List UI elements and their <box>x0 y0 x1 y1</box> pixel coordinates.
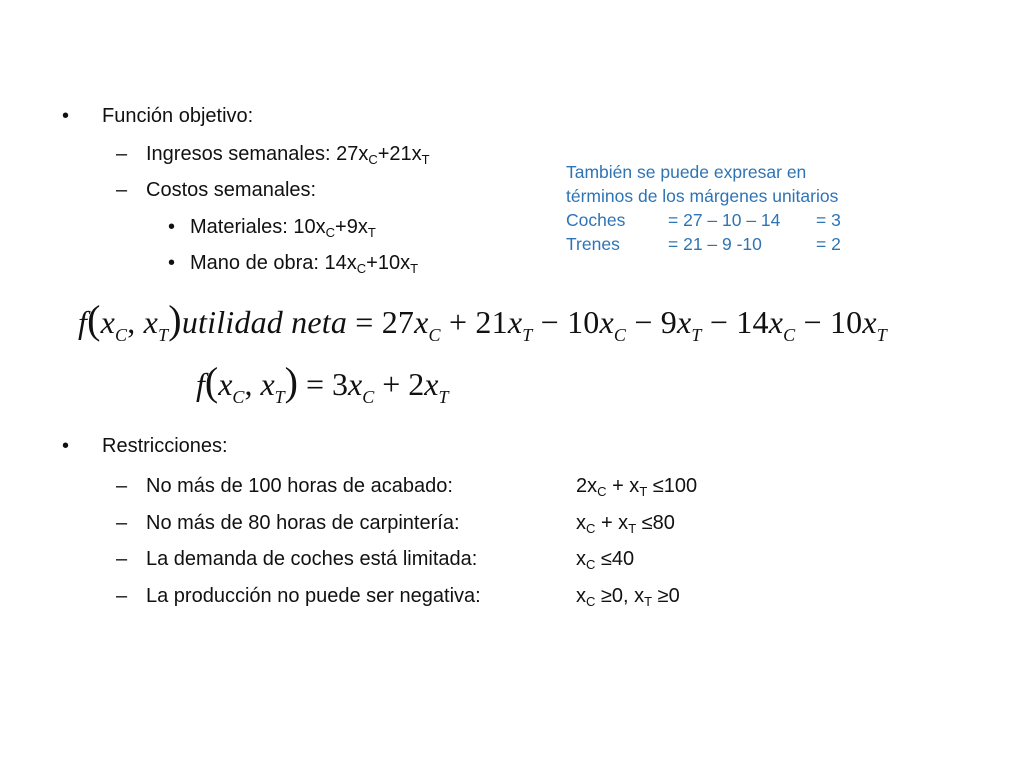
bullet-dot: • <box>168 216 176 238</box>
note-row-calc: = 27 – 10 – 14 <box>668 210 781 230</box>
materials-line: Materiales: $10x_C+9x_T$ <box>190 216 376 240</box>
note-row-result: = 2 <box>816 234 841 254</box>
restriction-constraint: $x_C + x_T \le 80$ <box>576 512 675 536</box>
profit-formula-simplified: $f(x_C$, $x_T) = 3x_C + 2x_T$ <box>196 359 449 407</box>
income-line: Ingresos semanales: $27x_C+21x_T$ <box>146 143 430 167</box>
restriction-constraint: $x_C \ge 0$, $x_T \ge 0$ <box>576 585 680 609</box>
bullet-dot: • <box>62 435 70 457</box>
note-row-name: Trenes <box>566 234 620 254</box>
dash-bullet: – <box>116 512 128 534</box>
restriction-item: No más de 80 horas de carpintería: <box>146 512 460 534</box>
dash-bullet: – <box>116 179 128 201</box>
costs-heading: Costos semanales: <box>146 179 317 201</box>
restriction-constraint: $x_C \le 40$ <box>576 548 635 572</box>
dash-bullet: – <box>116 585 128 607</box>
note-row-coches <box>566 208 841 232</box>
note-row-calc: = 21 – 9 -10 <box>668 234 762 254</box>
note-line: términos de los márgenes unitarios <box>566 186 839 206</box>
dash-bullet: – <box>116 548 128 570</box>
note-row-result: = 3 <box>816 210 841 230</box>
restriction-item: No más de 100 horas de acabado: <box>146 475 453 497</box>
note-row-name: Coches <box>566 210 626 230</box>
labor-line: Mano de obra: $14x_C+10x_T$ <box>190 252 419 276</box>
bullet-dot: • <box>168 252 176 274</box>
profit-formula-expanded: $f(x_C$, $x_T)utilidad$ neta = $27x_C + 21x_T - 10x_C - 9x_T - 14x_C - 10x_T$ <box>78 297 887 345</box>
unit-margin-note <box>566 160 841 256</box>
restriction-constraint: $2x_C + x_T \le 100$ <box>576 475 698 499</box>
dash-bullet: – <box>116 475 128 497</box>
restriction-item: La demanda de coches está limitada: <box>146 548 478 570</box>
note-line: También se puede expresar en <box>566 162 807 182</box>
objective-heading: Función objetivo: <box>102 105 254 127</box>
restriction-item: La producción no puede ser negativa: <box>146 585 481 607</box>
note-row-trenes <box>566 232 841 256</box>
bullet-dot: • <box>62 105 70 127</box>
dash-bullet: – <box>116 143 128 165</box>
restrictions-heading: Restricciones: <box>102 435 228 457</box>
